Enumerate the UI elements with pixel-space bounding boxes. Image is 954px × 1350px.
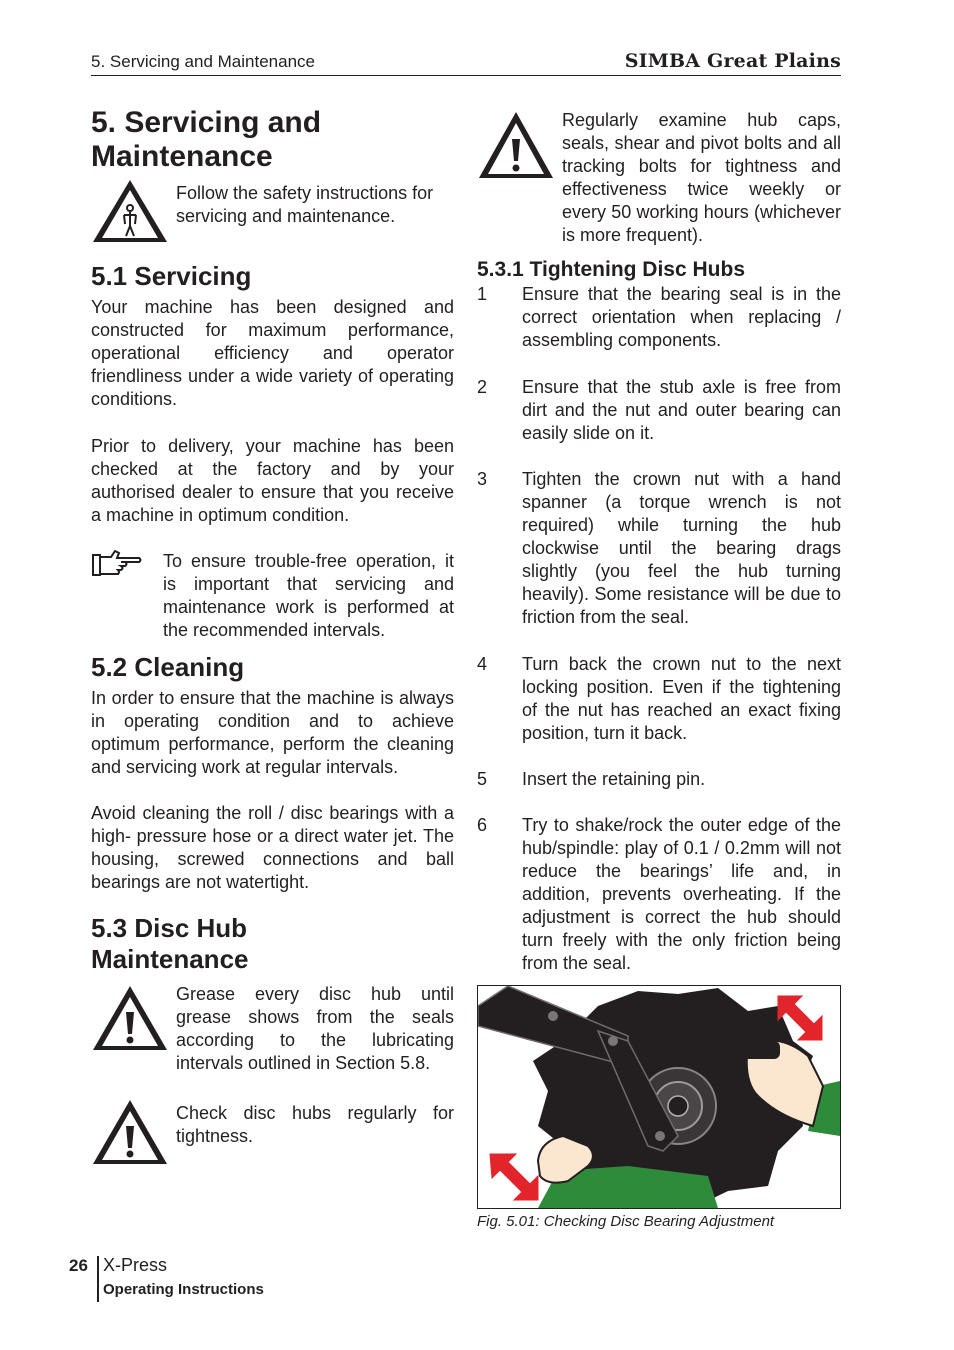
step-text: Ensure that the bearing seal is in the correct orientation when replacing / assembling components.: [522, 284, 841, 350]
servicing-note-text: To ensure trouble-free operation, it is important that servicing and maintenance work is performed at the recommended intervals.: [163, 551, 454, 640]
step-text: Ensure that the stub axle is free from dirt and the nut and outer bearing can easily slide on it.: [522, 377, 841, 443]
exclamation-warning-icon: [91, 1098, 169, 1166]
hub-inspection-warning: Regularly examine hub caps, seals, shear and pivot bolts and all tracking bolts for tightness and effectiveness twice weekly or every 50 working hours (whichever is more frequent).: [562, 110, 841, 245]
exclamation-warning-icon: [91, 984, 169, 1052]
list-item: [477, 653, 841, 745]
step-text: Try to shake/rock the outer edge of the hub/spindle: play of 0.1 / 0.2mm will not reduce the bearings’ life and, in addition, prevents overheating. If the adjustment is correct the hub should turn freely with the only friction being from the seal.: [522, 815, 841, 973]
step-text: Turn back the crown nut to the next locking position. Even if the tightening of the nut has reached an exact fixing position, turn it back.: [522, 654, 841, 743]
footer-divider: [97, 1256, 99, 1302]
list-item: [477, 468, 841, 629]
section-heading-disc-hub: 5.3 Disc Hub Maintenance: [91, 913, 249, 974]
disc-hub-grease-warning: Grease every disc hub until grease shows from the seals according to the lubricating intervals outlined in Section 5.8.: [176, 984, 454, 1073]
step-number: 5: [477, 769, 488, 789]
step-number: 1: [477, 284, 488, 304]
exclamation-warning-icon: [477, 110, 555, 180]
section-heading-servicing: 5.1 Servicing: [91, 261, 252, 291]
step-text: Insert the retaining pin.: [522, 769, 706, 789]
step-number: 6: [477, 815, 488, 835]
cleaning-paragraph-1: In order to ensure that the machine is always in operating condition and to achieve optimum performance, perform the cleaning and servicing work at regular intervals.: [91, 688, 454, 777]
step-text: Tighten the crown nut with a hand spanner (a torque wrench is not required) while turning the hub clockwise until the bearing drags slightly (you feel the hub turning heavily). Some resistance will be due to friction from the seal.: [522, 469, 841, 627]
brand-logo-text: SIMBA Great Plains: [624, 50, 841, 72]
step-number: 4: [477, 654, 488, 674]
cleaning-paragraph-2: Avoid cleaning the roll / disc bearings with a high- pressure hose or a direct water jet. The housing, screwed connections and ball bearings are not watertight.: [91, 803, 454, 892]
header-divider: [91, 75, 841, 76]
subsection-heading-tightening: 5.3.1 Tightening Disc Hubs: [477, 258, 745, 281]
page-number: 26: [69, 1256, 88, 1275]
figure-caption: Fig. 5.01: Checking Disc Bearing Adjustment: [477, 1213, 775, 1230]
step-number: 2: [477, 377, 488, 397]
page-title: 5. Servicing and Maintenance: [91, 106, 322, 173]
disc-hub-illustration: [478, 986, 840, 1208]
step-number: 3: [477, 469, 488, 489]
servicing-paragraph-1: Your machine has been designed and constructed for maximum performance, operational efficiency and operator friendliness under a wide variety of operating conditions.: [91, 297, 454, 409]
disc-hub-tightness-warning: Check disc hubs regularly for tightness.: [176, 1103, 454, 1146]
servicing-paragraph-2: Prior to delivery, your machine has been checked at the factory and by your authorised dealer to ensure that you receive a machine in optimum condition.: [91, 436, 454, 525]
running-header-section: 5. Servicing and Maintenance: [91, 52, 315, 71]
pointing-hand-icon: [91, 549, 143, 577]
list-item: [477, 768, 841, 791]
list-item: [477, 283, 841, 353]
disc-bearing-figure: [477, 985, 841, 1209]
intro-warning-text: Follow the safety instructions for servicing and maintenance.: [176, 183, 434, 226]
maintenance-warning-icon: [91, 178, 169, 244]
list-item: [477, 376, 841, 446]
list-item: [477, 814, 841, 975]
section-heading-cleaning: 5.2 Cleaning: [91, 652, 245, 682]
footer-subtitle: Operating Instructions: [103, 1281, 264, 1298]
footer-product-name: X-Press: [103, 1255, 168, 1275]
